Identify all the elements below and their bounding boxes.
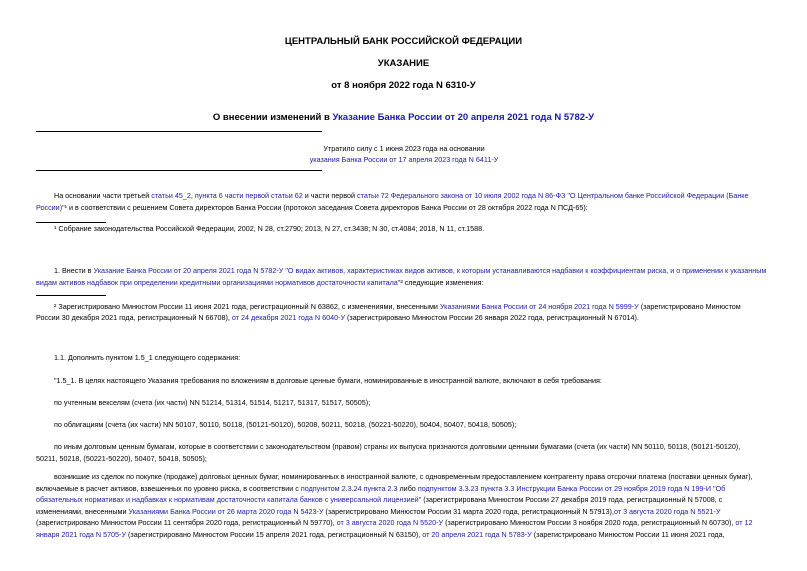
doc-date-number: от 8 ноября 2022 года N 6310-У (331, 80, 476, 91)
link-article-45-2[interactable]: статьи 45_2 (151, 191, 191, 200)
footnote-1-text: ¹ Собрание законодательства Российской Федерации, 2002, N 28, ст.2790; 2013, N 27, ст.3438; N 30, ст.4084; 2018, N 11, ст.1588. (54, 224, 485, 233)
link-article-62[interactable]: пункта 6 части первой статьи 62 (194, 191, 303, 200)
link-ukazanie-5783-u[interactable]: от 20 апреля 2021 года N 5783-У (422, 529, 532, 539)
doc-type: УКАЗАНИЕ (377, 58, 430, 69)
doc-subject-prefix: О внесении изменений в (212, 112, 333, 123)
preamble: На основании части третьей статьи 45_2, пункта 6 части первой статьи 62 и части первой статьи 72 Федерального закона от 10 июля 2002 года N 86-ФЗ "О Центральном банке Российской Федерации (Банке России)"¹ и в соответствии с решением Совета директоров Банка России (протокол заседания Совета директоров Банка России от 28 октября 2022 года N ПСД-65): (36, 191, 749, 212)
link-instruction-199-i-cont[interactable]: обязательных нормативах и надбавках к нормативам достаточности капитала банков с универсальной лицензией" (36, 495, 422, 504)
doc-subject (0, 112, 807, 123)
footnote-2-cont: России 30 декабря 2021 года, регистрационный N 66708), от 24 декабря 2021 года N 6040-У (зарегистрировано Минюстом России 26 января 2022 года, регистрационный N 67014). (36, 313, 639, 322)
link-federal-law-86-fz-cont[interactable]: России)" (36, 202, 65, 212)
link-ukazanie-6040-u[interactable]: от 24 декабря 2021 года N 6040-У (231, 313, 346, 322)
link-ukazanie-5705-u-cont[interactable]: января 2021 года N 5705-У (36, 529, 127, 539)
item-1-5-1: "1.5_1. В целях настоящего Указания требования по вложениям в долговые ценные бумаги, номинированные в иностранной валюте, включают в себя требования: (54, 376, 602, 385)
link-ukazanie-5520-u[interactable]: от 3 августа 2020 года N 5520-У (336, 518, 444, 527)
footnote-1 (54, 223, 772, 235)
item-arising: возникшие из сделок по покупке (продаже) долговых ценных бумаг, номинированных в иностранной валюте, с одновременным предоставлением контрагенту права отсрочки платежа (поставки ценных бумаг), включаемые в расчет активов, взвешенных по уровню риска, в соответствии с подпунктом 2.3.24 пункта 2.3 либо подпунктом 3.3.23 пункта 3.3 Инструкции Банка России от 29 ноября 2019 года N 199-И "Об обязательных нормативах и надбавках к нормативам достаточности капитала банков с универсальной лицензией" (зарегистрирована Минюстом России 27 декабря 2019 года, регистрационный N 57008, с изменениями, внесенными Указаниями Банка России от 26 марта 2020 года N 5423-У (зарегистрировано Минюстом России 31 марта 2020 года, регистрационный N 57913),от 3 августа 2020 года N 5521-У (зарегистрировано Минюстом России 11 сентября 2020 года, регистрационный N 59770), от 3 августа 2020 года N 5520-У (зарегистрировано Минюстом России 3 ноября 2020 года, регистрационный N 60730), от 12 января 2021 года N 5705-У (зарегистрировано Минюстом России 15 апреля 2021 года, регистрационный N 63150), от 20 апреля 2021 года N 5783-У (зарегистрировано Минюстом России 11 июня 2021 года, (36, 472, 753, 539)
item-1-1: 1.1. Дополнить пунктом 1.5_1 следующего содержания: (54, 353, 241, 362)
item-1: 1. Внести в Указание Банка России от 20 апреля 2021 года N 5782-У "О видах активов, характеристиках видов активов, к которым устанавливаются надбавки к коэффициентам риска, и о применении к указанным видам активов надбавок при определении кредитными организациями нормативов достаточности капитала"² следующие изменения: (36, 266, 767, 287)
link-ukazanie-5999-u[interactable]: Указаниями Банка России от 24 ноября 2021 года N 5999-У (439, 302, 639, 311)
item-bonds: по облигациям (счета (их части) NN 50107, 50110, 50118, (50121-50120), 50208, 50211, 50218, (50221-50220), 50404, 50407, 50418, 50505); (54, 420, 517, 429)
item-other-securities: по иным долговым ценным бумагам, которые в соответствии с законодательством (правом) страны их выпуска признаются долговыми ценными бумагами (счета (их части) NN 50110, 50118, (50121-50120), 50211, 50218, (50221-50220), 50407, 50418, 50505); (36, 442, 741, 463)
preamble-text: На основании части третьей (54, 191, 152, 200)
status-note-link[interactable]: указания Банка России от 17 апреля 2023 года N 6411-У (309, 155, 499, 164)
link-ukazanie-5423-u[interactable]: Указаниями Банка России от 26 марта 2020 года N 5423-У (128, 506, 324, 516)
item-bills: по учтенным векселям (счета (их части) NN 51214, 51314, 51514, 51217, 51317, 51517, 50505); (54, 398, 371, 407)
link-ukazanie-5705-u[interactable]: от 12 (735, 518, 753, 527)
footnote-2: ² Зарегистрировано Минюстом России 11 июня 2021 года, регистрационный N 63862, с изменениями, внесенными Указаниями Банка России от 24 ноября 2021 года N 5999-У (зарегистрировано Минюстом (54, 302, 741, 311)
link-ukazanie-5521-u[interactable]: от 3 августа 2020 года N 5521-У (613, 506, 721, 516)
link-instruction-199-i[interactable]: подпунктом 3.3.23 пункта 3.3 Инструкции Банка России от 29 ноября 2019 года N 199-И "Об (417, 483, 726, 493)
link-ukazanie-5782-u[interactable]: Указание Банка России от 20 апреля 2021 года N 5782-У "О видах активов, характеристиках видов активов, к которым устанавливаются надбавки к коэффициентам риска, и о применении к указанным (93, 266, 767, 275)
link-subpoint-2-3-24[interactable]: подпунктом 2.3.24 пункта 2.3 (300, 483, 398, 493)
link-federal-law-86-fz[interactable]: статьи 72 Федерального закона от 10 июля 2002 года N 86-ФЗ "О Центральном банке Российской Федерации (Банке (357, 191, 749, 200)
divider-bottom (36, 170, 322, 171)
footnote-divider-2 (36, 295, 106, 296)
org-name: ЦЕНТРАЛЬНЫЙ БАНК РОССИЙСКОЙ ФЕДЕРАЦИИ (284, 36, 523, 47)
divider-top (36, 131, 322, 132)
status-note (254, 143, 554, 165)
status-note-text: Утратило силу с 1 июня 2023 года на основании (323, 144, 485, 153)
link-ukazanie-5782-u-cont[interactable]: видам активов надбавок при определении кредитными организациями нормативов достаточности капитала" (36, 277, 401, 287)
doc-subject-link[interactable]: Указание Банка России от 20 апреля 2021 года N 5782-У (332, 112, 595, 123)
